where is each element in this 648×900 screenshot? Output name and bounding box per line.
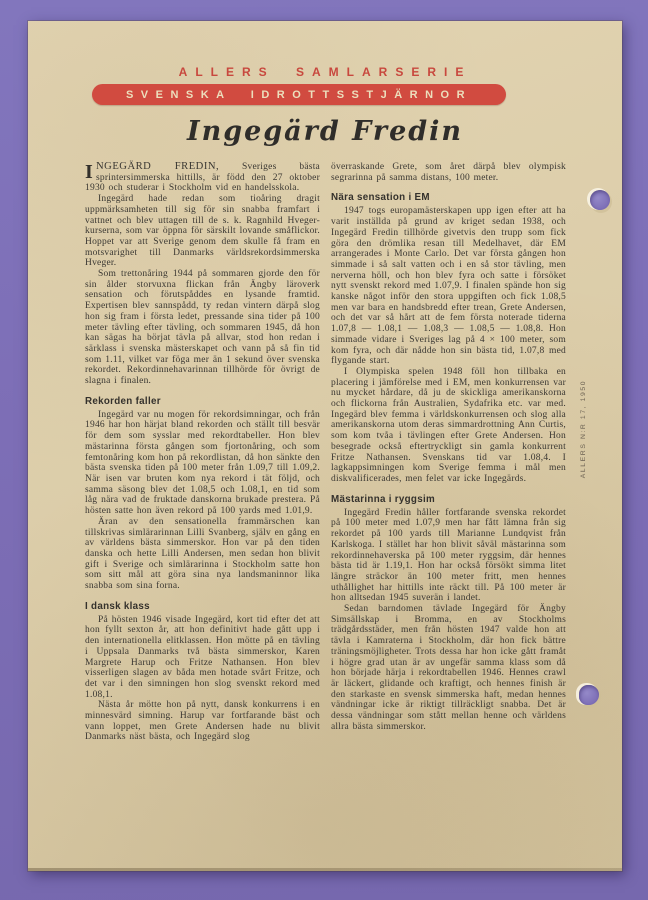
section-heading: Rekorden faller [85,395,161,407]
section-heading: I dansk klass [85,600,150,612]
column-right [331,162,566,743]
paragraph: Sedan barndomen tävlade Ingegärd för Ängby Simsällskap i Bromma, en av Stockholms trädgårdsstäder, men från hösten 1947 valde hon att tävla i Kamraterna i Stockholm, där hon fick bättre träningsmöjligheter. Trots dessa har hon icke gått framåt i högre grad utan är av ungefär samma klass som då hon började härja i rekordtabellen 1946. Hennes crawl är läckert, glidande och kraftigt, och hennes finish är den starkaste en svensk simmerska haft, medan hennes vändningar icke är riktigt tillräckligt snabba. Det är dessa vändningar som stått mellan henne och världens allra bästa simmerskor. [331,604,566,732]
page-title: Ingegärd Fredin [186,116,464,147]
section-heading: Nära sensation i EM [331,192,430,204]
paragraph: Ingegärd hade redan som tioåring dragit uppmärksamheten till sig för sin snabba framfart i vattnet och blev uttagen till de s. k. Ragnhild Hveger-kurserna, som var öppna för särskilt lovande småflickor. Hoppet var att Sverige genom dem skulle få fram en motsvarighet till Danmarks världsrekordsimmerska Hveger. [85,194,320,269]
paragraph: På hösten 1946 visade Ingegärd, kort tid efter det att hon fyllt sexton år, att hon definitivt hade gått upp i den internationella elitklassen. Hon mötte på en tävling i Uppsala Danmarks två bästa simmerskor, Karen Margrete Harup och Fritze Nathansen. Hon blev visserligen slagen av båda men hotade svårt Fritze, och det var i den simningen hon slog svenskt rekord med 1.08,1. [85,614,320,700]
lead-text: Sveriges bästa sprintersimmerska hittills, är född den 27 oktober 1930 och studerar i Stockholm vid en handelsskola. [85,162,320,194]
paragraph: Nästa år mötte hon på nytt, dansk konkurrens i en minnesvärd simning. Harup var fortfarande bäst och vann loppet, men Grete Andersen hade nu blivit Danmarks näst bästa, och Ingegärd slog [85,700,320,743]
paragraph: Ingegärd Fredin håller fortfarande svenska rekordet på 100 meter med 1.07,9 men har fått lämna från sig rekordet på 100 yards till Marianne Lundqvist från Karlskoga. I stället har hon blivit såväl mästarinna som rekordinnehaverska på 100 meter ryggsim, där hennes bästa tid är 1.19,1. Hon har också försökt simma litet längre sträckor än 100 meter fritt, men hennes uthållighet har hittills inte räckt till. På 100 meter är hon alltsedan 1945 suverän i landet. [331,507,566,604]
paper-page [28,21,622,871]
paragraph: 1947 togs europamästerskapen upp igen efter att ha varit inställda på grund av kriget sedan 1938, och Ingegärd Fredin tillhörde givetvis den trupp som fick göra den drömlika resan till Medelhavet, där EM arrangerades i Monte Carlo. Det var första gången hon simmade i så salt vatten och i en så stor tävling, men nerverna höll, och hon blev fyra och satte i försöket nytt svenskt rekord med 1.07,9. I finalen spände hon sig kanske något inför den stora uppgiften och fick 1.08,5 men var bara en handsbredd efter trean, Grete Andersen, och det var så hårt att de fem första noterade tiderna 1.07,8 — 1.08,1 — 1.08,3 — 1.08,5 — 1.08,8. Hon simmade vidare i Sveriges lag på 4 × 100 meter, som kom fyra, och där nådde hon sin bästa tid, 1.07,8 med flygande start. [331,206,566,367]
punch-hole-bottom [579,685,599,705]
drop-cap: I [85,161,94,183]
punch-hole-top [590,190,610,210]
column-left [85,162,320,743]
lead-name: NGEGÄRD FREDIN, [96,161,220,172]
paragraph: överraskande Grete, som året därpå blev olympisk segrarinna på samma distans, 100 meter. [331,162,566,183]
article-columns [85,162,566,743]
series-banner [92,84,506,105]
paragraph: I Olympiska spelen 1948 föll hon tillbaka en placering i jämförelse med i EM, men konkurrensen var nu mycket hårdare, då ju de skickliga amerikanskorna och flickorna från Australien, Sydafrika etc. var med. Ingegärd blev femma i världskonkurrensen och slog alla amerikanskorna utom deras simmardrottning Ann Curtis, som kom tvåa i tävlingen efter Grete Andersen. Hon besegrade också eftertryckligt sin gamla konkurrent Fritze Nathansen. Svenskans tid var 1.08,4. I lagkappsimningen kom Sverige femma i mål men diskvalificerades, men felet var icke Ingegärds. [331,366,566,484]
series-banner-label: SVENSKA IDROTTSSTJÄRNOR [125,88,473,101]
issue-sidenote: ALLERS N:R 17, 1950 [580,379,587,479]
lead-paragraph [85,162,320,194]
series-title: ALLERS SAMLARSERIE [178,65,472,79]
section-heading: Mästarinna i ryggsim [331,493,435,505]
paragraph: Ingegärd var nu mogen för rekordsimningar, och från 1946 har hon härjat bland rekorden och ställt till besvär för dem som sysslar med rekordtabeller. Hon blev mästarinna första gången som fjortonåring, och som femtonåring kom hon på rekordlistan, då hon sänkte den bästa svenska tiden på 100 meter från 1.09,7 till 1.09,2. När isen var bruten kom nya rekord i tät följd, och samma säsong blev det 1.08,5 och 1.08,1, en tid som låg nära vad de fruktade danskorna brukade prestera. På hösten satte hon även rekord på 100 yards med 1.01,9. [85,409,320,517]
paragraph: Som trettonåring 1944 på sommaren gjorde den för sin ålder storvuxna flickan från Ängby läroverk sensation och förutspåddes en lysande framtid. Expertisen blev sannspådd, ty redan vintern därpå slog hon sig fram i första ledet, pressande sina tider på 100 meter tävling efter tävling, och sommaren 1945, då hon kan sägas ha börjat tävla på allvar, stod hon redan i särklass i svenska mästerskapet och vann på så fin tid som 1.11, vilket var föga mer än 1 sekund över svenska rekordet. Rekordinnehavarinnan tillhörde för övrigt de slagna i finalen. [85,269,320,387]
paragraph: Äran av den sensationella frammärschen kan tillskrivas simlärarinnan Lilli Svanberg, själv en gång en av världens bästa simmerskor. Hon var på den tiden danska och hette Lilli Andersen, men sedan hon blivit gift i Sverige och simlärarinna i Stockholm satte hon som sitt mål att göra sina nya landsmaninnor lika snabba som sina forna. [85,516,320,592]
